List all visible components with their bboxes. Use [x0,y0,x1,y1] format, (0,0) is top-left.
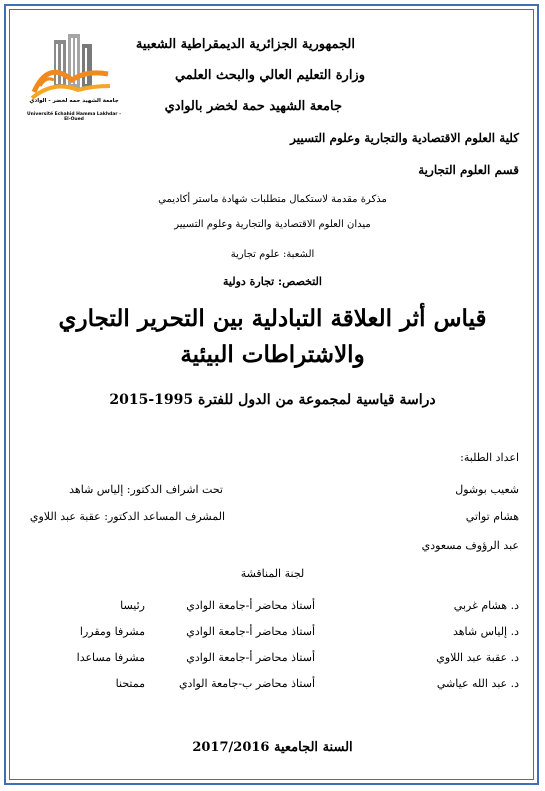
thesis-branch: الشعبة: علوم تجارية [230,249,315,260]
member-rank: أستاذ محاضر أ-جامعة الوادي [186,651,315,664]
member-role: مشرفا مساعدا [76,651,145,664]
department-heading: قسم العلوم التجارية [418,163,519,177]
member-rank: أستاذ محاضر أ-جامعة الوادي [186,625,315,638]
logo-caption-latin: Université Echahid Hamma Lakhdar - El-Oued [27,112,121,122]
member-rank: أستاذ محاضر ب-جامعة الوادي [178,677,315,690]
student-name: شعيب بوشول [455,483,519,496]
thesis-purpose: مذكرة مقدمة لاستكمال متطلبات شهادة ماستر أكاديمي [158,194,387,205]
member-name: د. إلياس شاهد [452,625,519,638]
member-name: د. عقبة عبد اللاوي [436,651,519,664]
thesis-title-line1: قياس أثر العلاقة التبادلية بين التحرير التجاري [58,305,487,332]
main-supervisor: تحت اشراف الدكتور: إلياس شاهد [69,483,223,496]
thesis-specialty: التخصص: تجارة دولية [223,275,322,288]
ministry-heading: وزارة التعليم العالي والبحث العلمي [174,68,365,83]
table-row [0,652,545,672]
thesis-title-line2: والاشتراطات البيئية [180,341,365,368]
academic-year: السنة الجامعية 2017/2016 [192,740,353,755]
member-rank: أستاذ محاضر أ-جامعة الوادي [186,599,315,612]
table-row [0,626,545,646]
member-role: رئيسا [120,599,145,612]
table-row [0,678,545,698]
member-name: د. عبد الله عياشي [436,677,519,690]
table-row [0,600,545,620]
republic-heading: الجمهورية الجزائرية الديمقراطية الشعبية [135,37,355,52]
committee-title: لجنة المناقشة [240,567,305,580]
member-name: د. هشام غربي [453,599,519,612]
logo-caption-arabic: جامعة الشهيد حمه لخضر - الوادي [29,98,119,104]
students-label: اعداد الطلبة: [460,451,519,464]
member-role: مشرفا ومقررا [79,625,145,638]
thesis-subtitle: دراسة قياسية لمجموعة من الدول للفترة 1995-2015 [109,392,436,408]
faculty-heading: كلية العلوم الاقتصادية والتجارية وعلوم التسيير [290,131,519,145]
student-name: هشام تواتي [465,510,519,523]
university-heading: جامعة الشهيد حمة لخضر بالوادي [164,99,342,114]
thesis-field: ميدان العلوم الاقتصادية والتجارية وعلوم التسيير [174,219,371,230]
assistant-supervisor: المشرف المساعد الدكتور: عقبة عبد اللاوي [29,510,225,523]
member-role: ممتحنا [115,677,145,690]
student-name: عبد الرؤوف مسعودي [421,539,519,552]
